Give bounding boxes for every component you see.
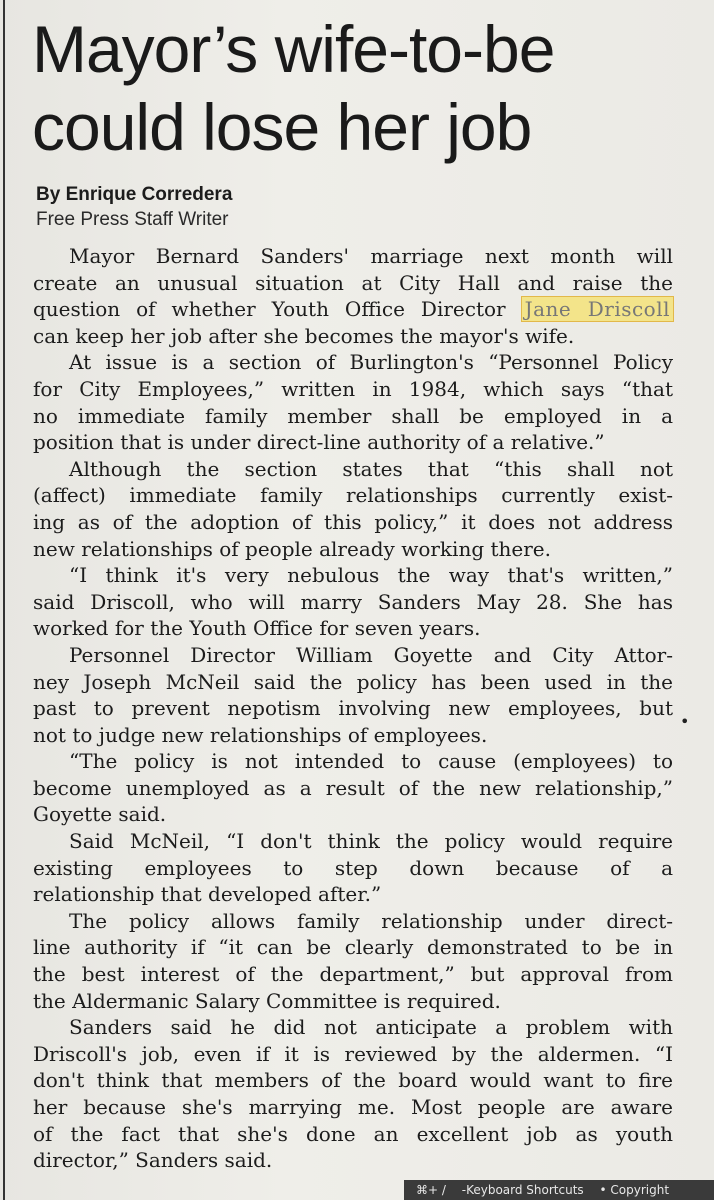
margin-mark: • — [680, 712, 690, 731]
copyright-link[interactable]: • Copyright — [599, 1183, 670, 1197]
article-line: Sanders said he did not anticipate a problem with — [69, 1015, 673, 1040]
article-body — [33, 243, 673, 1174]
article-line: “I think it's very nebulous the way that's written,” — [69, 563, 673, 588]
article-line: her because she's marrying me. Most people are aware — [33, 1095, 673, 1119]
article-line: Driscoll's job, even if it is reviewed by the aldermen. “I — [33, 1041, 673, 1066]
headline-line-2: could lose her job — [32, 90, 532, 164]
headline — [32, 10, 692, 166]
column-rule — [3, 0, 5, 1200]
article-line: Mayor Bernard Sanders' marriage next month will — [69, 244, 673, 268]
article-line: not to judge new relationships of employees. — [33, 722, 488, 747]
article-line: The policy allows family relationship under direct- — [69, 908, 673, 933]
article-line: At issue is a section of Burlington's “Personnel Policy — [69, 350, 673, 375]
article-line — [33, 296, 673, 323]
article-line-text: question of whether Youth Office Director — [33, 297, 506, 322]
article-line: relationship that developed after.” — [33, 882, 382, 907]
article-line: “The policy is not intended to cause (employees) to — [69, 749, 673, 774]
article-line: the Aldermanic Salary Committee is required. — [33, 988, 501, 1013]
search-highlight[interactable]: Jane Driscoll — [522, 297, 673, 321]
article-line: worked for the Youth Office for seven years. — [33, 616, 481, 641]
article-line: Goyette said. — [33, 802, 167, 827]
article-line: no immediate family member shall be employed in a — [33, 403, 673, 428]
viewer-footer — [404, 1180, 714, 1200]
article-line: can keep her job after she becomes the mayor's wife. — [33, 323, 575, 348]
article-line: existing employees to step down because of a — [33, 855, 673, 880]
article-line: said Driscoll, who will marry Sanders May 28. She has — [33, 589, 673, 614]
article-line: line authority if “it can be clearly demonstrated to be in — [33, 935, 673, 960]
article-line: Although the section states that “this shall not — [69, 456, 673, 481]
headline-line-1: Mayor’s wife-to-be — [32, 12, 555, 86]
article-line: create an unusual situation at City Hall and raise the — [33, 270, 673, 295]
article-line: (affect) immediate family relationships currently exist- — [33, 483, 673, 508]
article-line: ney Joseph McNeil said the policy has been used in the — [33, 669, 673, 694]
byline: By Enrique Corredera — [36, 184, 233, 205]
keyboard-shortcuts-link[interactable]: -Keyboard Shortcuts — [461, 1183, 584, 1197]
article-line: for City Employees,” written in 1984, which says “that — [33, 376, 673, 401]
staff-line: Free Press Staff Writer — [36, 209, 229, 230]
keyboard-shortcut-glyph: ⌘+ / — [416, 1183, 446, 1197]
article-line: of the fact that she's done an excellent job as youth — [33, 1121, 673, 1146]
article-line: past to prevent nepotism involving new employees, but — [33, 696, 673, 721]
article-line: ing as of the adoption of this policy,” it does not address — [33, 509, 673, 534]
article-line: new relationships of people already working there. — [33, 536, 551, 561]
article-line: don't think that members of the board would want to fire — [33, 1068, 673, 1093]
article-line: position that is under direct-line authority of a relative.” — [33, 430, 605, 455]
article-line: the best interest of the department,” but approval from — [33, 962, 673, 987]
article-line: become unemployed as a result of the new relationship,” — [33, 775, 673, 800]
article-line: Said McNeil, “I don't think the policy would require — [69, 829, 673, 854]
article-line: Personnel Director William Goyette and City Attor- — [69, 642, 673, 667]
article-line: director,” Sanders said. — [33, 1148, 273, 1173]
